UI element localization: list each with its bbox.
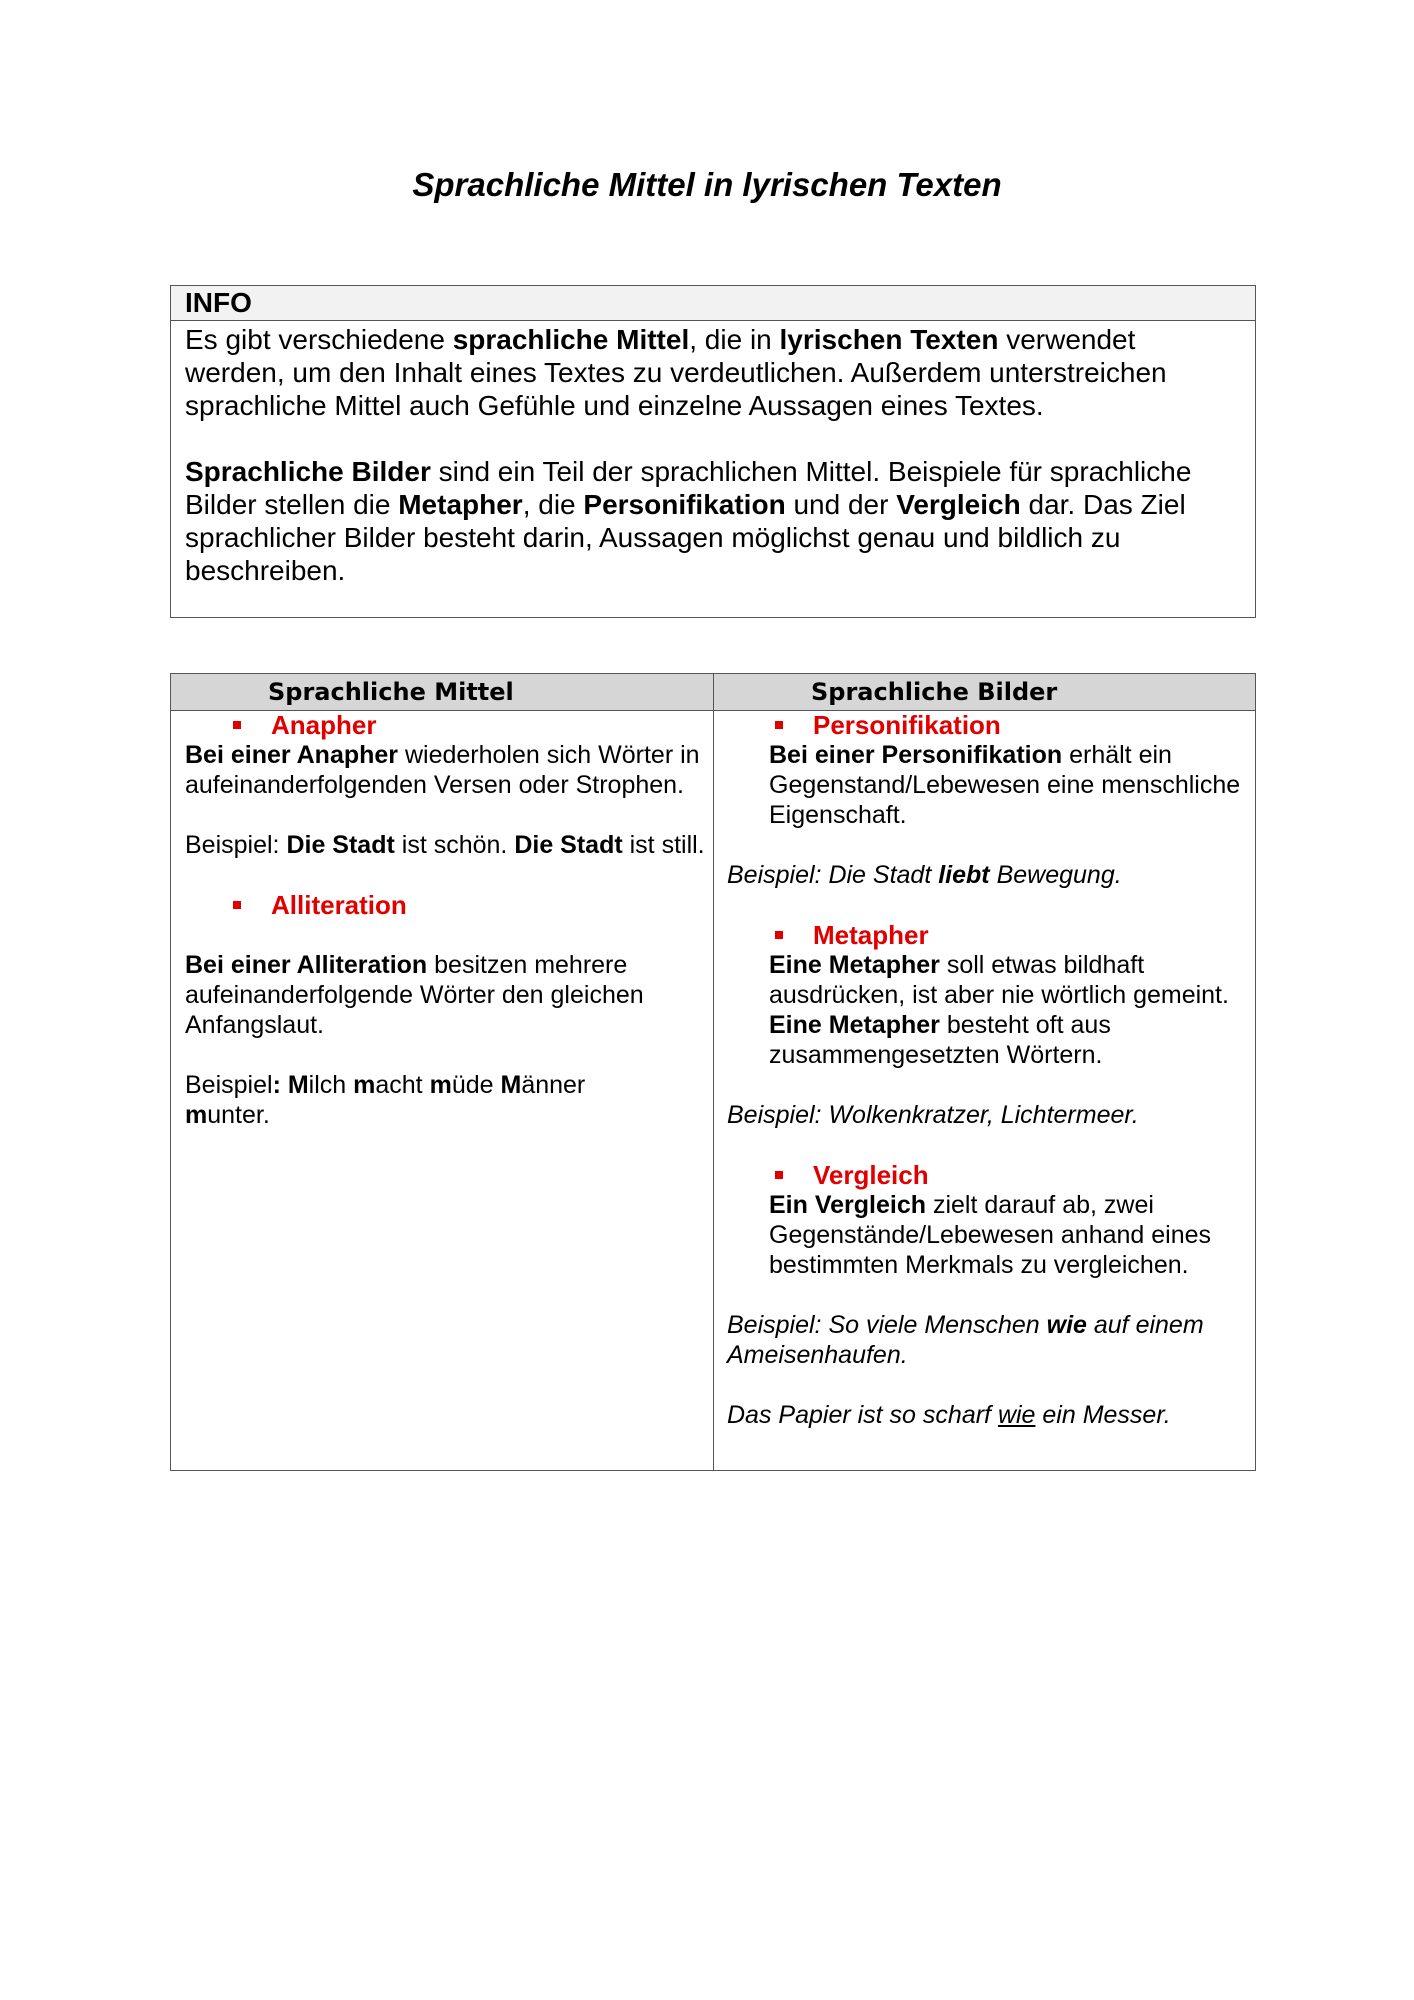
info-heading: INFO (171, 286, 1255, 321)
text: üde (451, 1071, 501, 1099)
text: besteht oft aus zusammengesetzten Wörtern. (769, 1011, 1111, 1069)
bold-text: M (287, 1071, 309, 1099)
bullet-icon (775, 721, 783, 729)
column-sprachliche-mittel (185, 710, 705, 1130)
heading-metapher (727, 920, 1247, 950)
text: , die (522, 489, 584, 520)
comparison-table (170, 673, 1256, 1471)
bold-text: Die Stadt (514, 831, 623, 859)
definition-metapher-1 (727, 950, 1247, 1010)
bold-text: Eine Metapher (769, 1011, 940, 1039)
bold-text: m (353, 1071, 376, 1099)
column-header-sprachliche-bilder: Sprachliche Bilder (811, 678, 1058, 706)
bold-text: Bei einer Personifikation (769, 741, 1063, 769)
bold-text: Ein Vergleich (769, 1191, 927, 1219)
heading-label: Anapher (271, 710, 377, 740)
text: soll etwas bildhaft ausdrücken, ist aber nie wörtlich gemeint. (769, 951, 1229, 1009)
info-paragraph-1 (185, 323, 1241, 422)
bold-text: sprachliche Mittel (452, 324, 690, 355)
definition-alliteration (185, 950, 705, 1040)
example-vergleich-2 (727, 1400, 1247, 1430)
info-box (170, 285, 1256, 618)
heading-personifikation (727, 710, 1247, 740)
text: acht (375, 1071, 430, 1099)
column-sprachliche-bilder (727, 710, 1247, 1430)
definition-vergleich (727, 1190, 1247, 1280)
bold-text: m (429, 1071, 452, 1099)
bold-text: Bei einer Alliteration (185, 951, 428, 979)
bold-text: Die Stadt (286, 831, 395, 859)
bullet-icon (233, 901, 241, 909)
text: auf einem Ameisenhaufen. (727, 1311, 1204, 1369)
text: erhält ein Gegenstand/Lebewesen eine menschliche Eigenschaft. (769, 741, 1241, 829)
example-anapher (185, 830, 705, 860)
bold-text: liebt (938, 861, 990, 889)
bold-text: Vergleich (896, 489, 1021, 520)
bold-text: Bei einer Anapher (185, 741, 399, 769)
heading-label: Alliteration (271, 890, 407, 920)
heading-vergleich (727, 1160, 1247, 1190)
heading-label: Personifikation (813, 710, 1001, 740)
page-title: Sprachliche Mittel in lyrischen Texten (412, 166, 1002, 203)
text: Es gibt verschiedene (185, 324, 453, 355)
bold-text: Personifikation (583, 489, 786, 520)
heading-anapher (185, 710, 705, 740)
bold-text: m (185, 1101, 208, 1129)
text: Beispiel: Die Stadt (727, 861, 939, 889)
bullet-icon (775, 931, 783, 939)
info-body (171, 321, 1255, 587)
column-header-sprachliche-mittel: Sprachliche Mittel (268, 678, 514, 706)
bold-text: Sprachliche Bilder (185, 456, 431, 487)
bold-text: Metapher (398, 489, 523, 520)
bold-text: Eine Metapher (769, 951, 940, 979)
text: wiederholen sich Wörter in aufeinanderfolgenden Versen oder Strophen. (185, 741, 700, 799)
underlined-text: wie (997, 1401, 1036, 1429)
text: unter. (207, 1101, 270, 1129)
text: Beispiel (185, 1071, 273, 1099)
definition-metapher-2 (727, 1010, 1247, 1070)
text: sind ein Teil der sprachlichen Mittel. Beispiele für sprachliche Bilder stellen die (185, 456, 1192, 520)
bold-text: : (272, 1071, 281, 1099)
text: , die in (689, 324, 780, 355)
column-divider (713, 674, 714, 1470)
bold-text: M (500, 1071, 522, 1099)
heading-label: Metapher (813, 920, 929, 950)
bullet-icon (233, 721, 241, 729)
definition-personifikation (727, 740, 1247, 830)
text: ein Messer. (1035, 1401, 1171, 1429)
definition-anapher (185, 740, 705, 800)
info-paragraph-2 (185, 455, 1241, 587)
text: Das Papier ist so scharf (727, 1401, 998, 1429)
text: Beispiel: (185, 831, 287, 859)
text: ist still. (622, 831, 705, 859)
bold-text: wie (1046, 1311, 1087, 1339)
text: verwendet werden, um den Inhalt eines Textes zu verdeutlichen. Außerdem unterstreichen sprachliche Mittel auch Gefühle und einzelne Aussagen eines Textes. (185, 324, 1167, 421)
text: besitzen mehrere aufeinanderfolgende Wörter den gleichen Anfangslaut. (185, 951, 644, 1039)
text: dar. Das Ziel sprachlicher Bilder besteht darin, Aussagen möglichst genau und bildlich zu beschreiben. (185, 489, 1186, 586)
text: ilch (308, 1071, 354, 1099)
text: zielt darauf ab, zwei Gegenstände/Lebewesen anhand eines bestimmten Merkmals zu vergleichen. (769, 1191, 1212, 1279)
example-vergleich-1 (727, 1310, 1247, 1370)
bullet-icon (775, 1171, 783, 1179)
text: und der (785, 489, 897, 520)
text: ist schön. (394, 831, 515, 859)
example-personifikation (727, 860, 1247, 890)
bold-text: lyrischen Texten (779, 324, 999, 355)
text: änner (521, 1071, 586, 1099)
text: Beispiel: So viele Menschen (727, 1311, 1047, 1339)
text: Bewegung. (989, 861, 1122, 889)
heading-alliteration (185, 890, 705, 920)
example-alliteration (185, 1070, 625, 1130)
heading-label: Vergleich (813, 1160, 929, 1190)
example-metapher: Beispiel: Wolkenkratzer, Lichtermeer. (727, 1101, 1139, 1129)
